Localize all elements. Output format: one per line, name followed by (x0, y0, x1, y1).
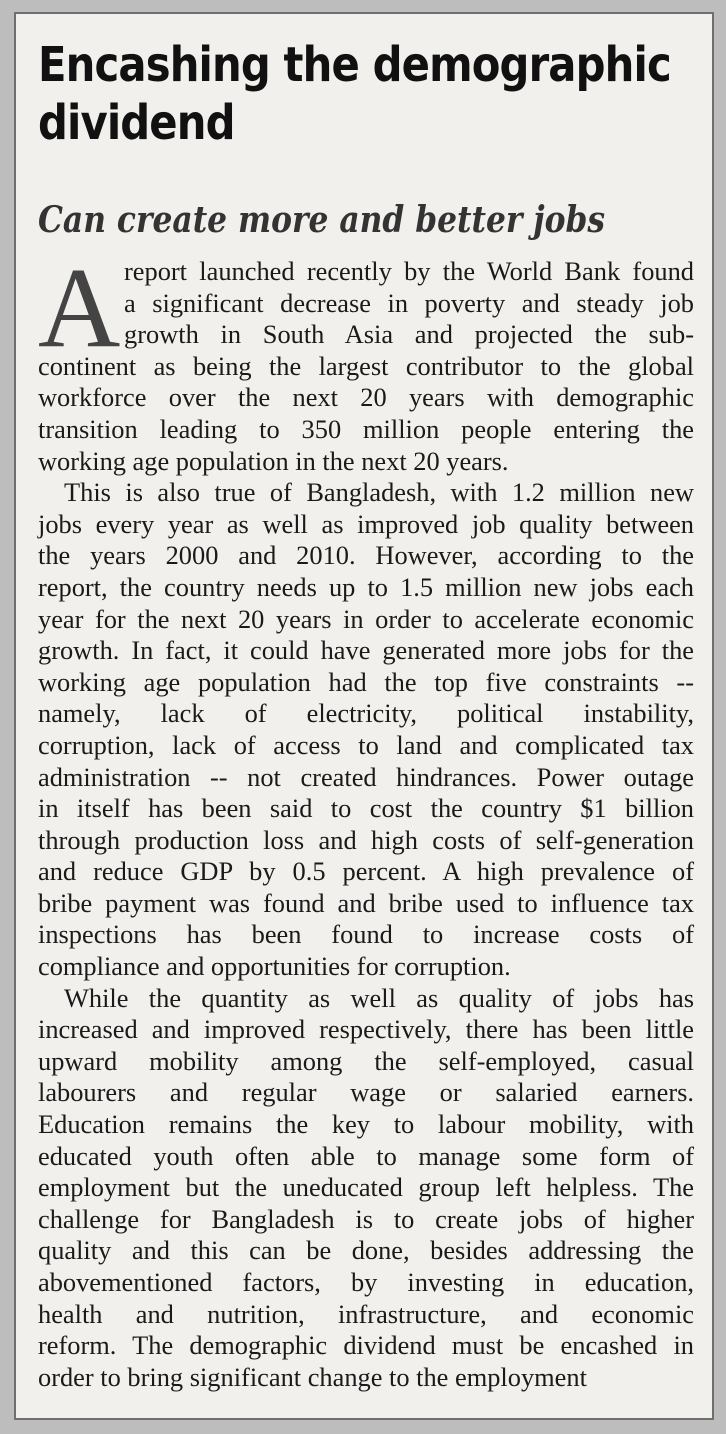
text-line: employment but the uneducated group left helpless. The (38, 1172, 694, 1203)
text-line: health and nutrition, infrastructure, and economic (38, 1298, 694, 1329)
text-line: increased and improved respectively, there has been little (38, 1014, 694, 1045)
headline-line-2: dividend (38, 95, 235, 151)
paragraph (38, 983, 694, 1394)
text-line: through production loss and high costs of self-generation (38, 824, 694, 855)
text-line: jobs every year as well as improved job quality between (38, 508, 694, 539)
text-line: administration -- not created hindrances. Power outage (38, 761, 694, 792)
article-body (38, 244, 694, 1393)
text-line: inspections has been found to increase costs of (38, 919, 694, 950)
text-line: growth. In fact, it could have generated more jobs for the (38, 635, 694, 666)
newspaper-clipping (14, 12, 714, 1420)
text-line: a significant decrease in poverty and steady job (124, 287, 694, 318)
subheadline: Can create more and better jobs (38, 199, 606, 241)
text-line: transition leading to 350 million people entering the (38, 413, 694, 444)
text-line: namely, lack of electricity, political instability, (38, 698, 694, 729)
text-line: quality and this can be done, besides addressing the (38, 1235, 694, 1266)
text-line: This is also true of Bangladesh, with 1.2 million new (64, 477, 694, 508)
text-line: workforce over the next 20 years with demographic (38, 382, 694, 413)
text-line: report launched recently by the World Bank found (124, 256, 694, 286)
text-line: continent as being the largest contributor to the global (38, 350, 694, 381)
text-line: corruption, lack of access to land and complicated tax (38, 729, 694, 760)
text-line: order to bring significant change to the employment (38, 1361, 587, 1392)
headline-line-1: Encashing the demographic (38, 37, 671, 93)
text-line: and reduce GDP by 0.5 percent. A high prevalence of (38, 856, 694, 887)
text-line: upward mobility among the self-employed, casual (38, 1045, 694, 1076)
text-line: report, the country needs up to 1.5 million new jobs each (38, 571, 694, 602)
headline (38, 36, 671, 152)
text-line: compliance and opportunities for corruption. (38, 951, 511, 982)
drop-cap: A (38, 244, 121, 371)
text-line: year for the next 20 years in order to accelerate economic (38, 603, 694, 634)
text-line: reform. The demographic dividend must be encashed in (38, 1330, 694, 1361)
text-line: While the quantity as well as quality of jobs has (64, 982, 694, 1013)
text-line: educated youth often able to manage some form of (38, 1140, 694, 1171)
text-line: growth in South Asia and projected the sub- (124, 319, 694, 350)
text-line: labourers and regular wage or salaried earners. (38, 1077, 694, 1108)
text-line: Education remains the key to labour mobility, with (38, 1109, 694, 1140)
paragraph (38, 244, 694, 477)
text-line: challenge for Bangladesh is to create jobs of higher (38, 1203, 694, 1234)
text-line: working age population had the top five constraints -- (38, 666, 694, 697)
paragraph (38, 477, 694, 983)
text-line: in itself has been said to cost the country $1 billion (38, 793, 694, 824)
text-line: bribe payment was found and bribe used to influence tax (38, 887, 694, 918)
text-line: abovementioned factors, by investing in education, (38, 1267, 694, 1297)
text-line: the years 2000 and 2010. However, according to the (38, 540, 694, 571)
text-line: working age population in the next 20 years. (38, 445, 509, 476)
